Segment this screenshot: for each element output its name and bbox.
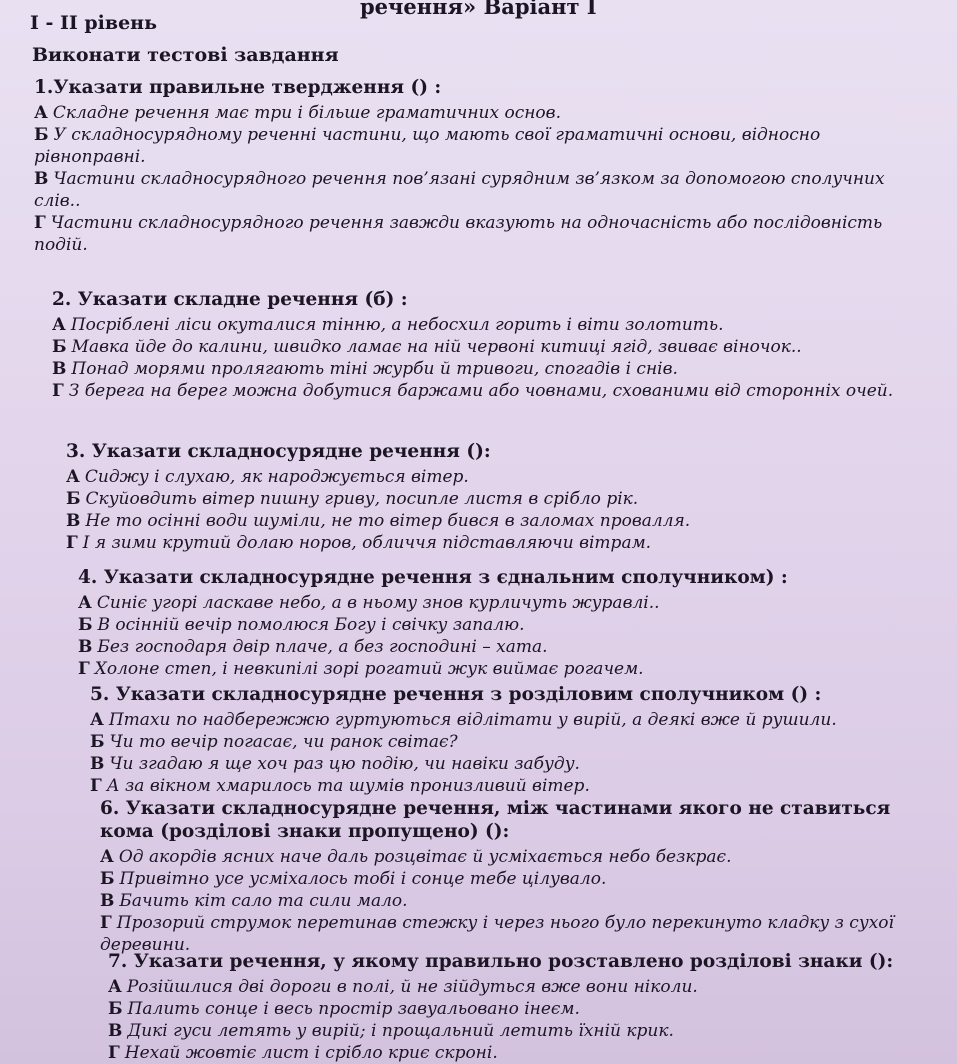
option-text: Частини складносурядного речення завжди вказують на одночасність або послідовність подій. xyxy=(34,213,883,255)
option-text: Сиджу і слухаю, як народжується вітер. xyxy=(84,467,469,487)
question-2 xyxy=(52,288,927,402)
option-letter: Г xyxy=(66,533,78,553)
option-d xyxy=(108,1042,927,1064)
question-title: 6. Указати складносурядне речення, між частинами якого не ставиться кома (розділові знаки пропущено) (): xyxy=(100,798,891,842)
option-text: Скуйовдить вітер пишну гриву, посипле листя в срібло рік. xyxy=(85,489,639,509)
option-text: Складне речення має три і більше граматичних основ. xyxy=(52,103,561,123)
option-text: Без господаря двір плаче, а без господині – хата. xyxy=(97,637,548,657)
option-text: І я зими крутий долаю норов, обличчя підставляючи вітрам. xyxy=(82,533,652,553)
option-b xyxy=(78,614,927,636)
option-text: Прозорий струмок перетинав стежку і через нього було перекинуто кладку з сухої деревини. xyxy=(100,913,894,955)
option-letter: Б xyxy=(108,999,123,1019)
question-title: 1.Указати правильне твердження () : xyxy=(34,77,442,98)
option-text: В осінній вечір помолюся Богу і свічку запалю. xyxy=(97,615,525,635)
option-text: Нехай жовтіє лист і срібло криє скроні. xyxy=(124,1043,498,1063)
option-a xyxy=(78,592,927,614)
option-text: Од акордів ясних наче даль розцвітає й усміхається небо безкрає. xyxy=(118,847,732,867)
question-title: 3. Указати складносурядне речення (): xyxy=(66,441,491,462)
option-c xyxy=(100,890,927,912)
question-title: 7. Указати речення, у якому правильно розставлено розділові знаки (): xyxy=(108,951,894,972)
option-letter: А xyxy=(100,847,114,867)
option-letter: Б xyxy=(52,337,67,357)
option-c xyxy=(108,1020,927,1042)
option-letter: А xyxy=(78,593,92,613)
question-title: 4. Указати складносурядне речення з єднальним сполучником) : xyxy=(78,567,788,588)
option-text: Посріблені ліси окуталися тінню, а небосхил горить і віти золотить. xyxy=(70,315,724,335)
option-text: Палить сонце і весь простір завуальовано інеєм. xyxy=(127,999,580,1019)
option-text: Чи згадаю я ще хоч раз цю подію, чи навіки забуду. xyxy=(109,754,580,774)
option-letter: Г xyxy=(100,913,112,933)
option-b xyxy=(108,998,927,1020)
option-text: Привітно усе усміхалось тобі і сонце тебе цілувало. xyxy=(119,869,607,889)
option-a xyxy=(100,846,927,868)
option-letter: Б xyxy=(66,489,81,509)
question-6 xyxy=(100,797,927,956)
option-d xyxy=(90,775,927,797)
option-text: У складносурядному реченні частини, що мають свої граматичні основи, відносно рівноправні. xyxy=(34,125,821,167)
option-letter: А xyxy=(52,315,66,335)
option-letter: В xyxy=(90,754,105,774)
option-d xyxy=(34,212,927,256)
option-b xyxy=(100,868,927,890)
question-5 xyxy=(90,683,927,797)
option-letter: Г xyxy=(78,659,90,679)
question-1 xyxy=(34,76,927,256)
option-c xyxy=(78,636,927,658)
option-text: Розійшлися дві дороги в полі, й не зійдуться вже вони ніколи. xyxy=(126,977,698,997)
question-3 xyxy=(66,440,927,554)
option-letter: В xyxy=(66,511,81,531)
option-d xyxy=(66,532,927,554)
option-c xyxy=(90,753,927,775)
option-letter: В xyxy=(52,359,67,379)
document-title: речення» Варіант І xyxy=(360,0,597,19)
option-b xyxy=(90,731,927,753)
option-letter: Б xyxy=(100,869,115,889)
option-a xyxy=(52,314,927,336)
option-letter: Б xyxy=(78,615,93,635)
option-b xyxy=(34,124,927,168)
option-text: Дикі гуси летять у вирій; і прощальний летить їхній крик. xyxy=(127,1021,674,1041)
option-a xyxy=(34,102,927,124)
option-letter: А xyxy=(108,977,122,997)
option-letter: В xyxy=(100,891,115,911)
option-text: Синіє угорі ласкаве небо, а в ньому знов курличуть журавлі.. xyxy=(96,593,660,613)
option-letter: Г xyxy=(108,1043,120,1063)
option-letter: В xyxy=(78,637,93,657)
option-text: А за вікном хмарилось та шумів пронизливий вітер. xyxy=(106,776,590,796)
level-label: І - ІІ рівень xyxy=(30,12,157,34)
option-text: З берега на берег можна добутися баржами або човнами, схованими від сторонніх очей. xyxy=(68,381,894,401)
option-letter: Б xyxy=(90,732,105,752)
option-letter: Г xyxy=(52,381,64,401)
question-title: 2. Указати складне речення (б) : xyxy=(52,289,408,310)
option-b xyxy=(52,336,927,358)
task-instruction: Виконати тестові завдання xyxy=(32,44,339,66)
option-letter: Г xyxy=(34,213,46,233)
option-text: Мавка йде до калини, швидко ламає на ній червоні китиці ягід, звиває віночок.. xyxy=(71,337,802,357)
option-text: Бачить кіт сало та сили мало. xyxy=(119,891,408,911)
option-letter: В xyxy=(34,169,49,189)
option-letter: В xyxy=(108,1021,123,1041)
option-letter: А xyxy=(90,710,104,730)
option-c xyxy=(52,358,927,380)
option-a xyxy=(108,976,927,998)
option-d xyxy=(78,658,927,680)
question-7 xyxy=(108,950,927,1064)
option-text: Чи то вечір погасає, чи ранок світає? xyxy=(109,732,458,752)
option-letter: Б xyxy=(34,125,49,145)
option-a xyxy=(66,466,927,488)
option-text: Птахи по надбережжю гуртуються відлітати у вирій, а деякі вже й рушили. xyxy=(108,710,837,730)
question-4 xyxy=(78,566,927,680)
option-b xyxy=(66,488,927,510)
option-a xyxy=(90,709,927,731)
option-letter: А xyxy=(34,103,48,123)
option-text: Понад морями пролягають тіні журби й тривоги, спогадів і снів. xyxy=(71,359,678,379)
option-c xyxy=(34,168,927,212)
option-text: Не то осінні води шуміли, не то вітер бився в заломах провалля. xyxy=(85,511,691,531)
option-c xyxy=(66,510,927,532)
option-letter: Г xyxy=(90,776,102,796)
option-letter: А xyxy=(66,467,80,487)
option-text: Частини складносурядного речення пов’язані сурядним зв’язком за допомогою сполучних слів.. xyxy=(34,169,885,211)
question-title: 5. Указати складносурядне речення з розділовим сполучником () : xyxy=(90,684,822,705)
option-d xyxy=(52,380,927,402)
option-text: Холоне степ, і невкипілі зорі рогатий жук виймає рогачем. xyxy=(94,659,644,679)
